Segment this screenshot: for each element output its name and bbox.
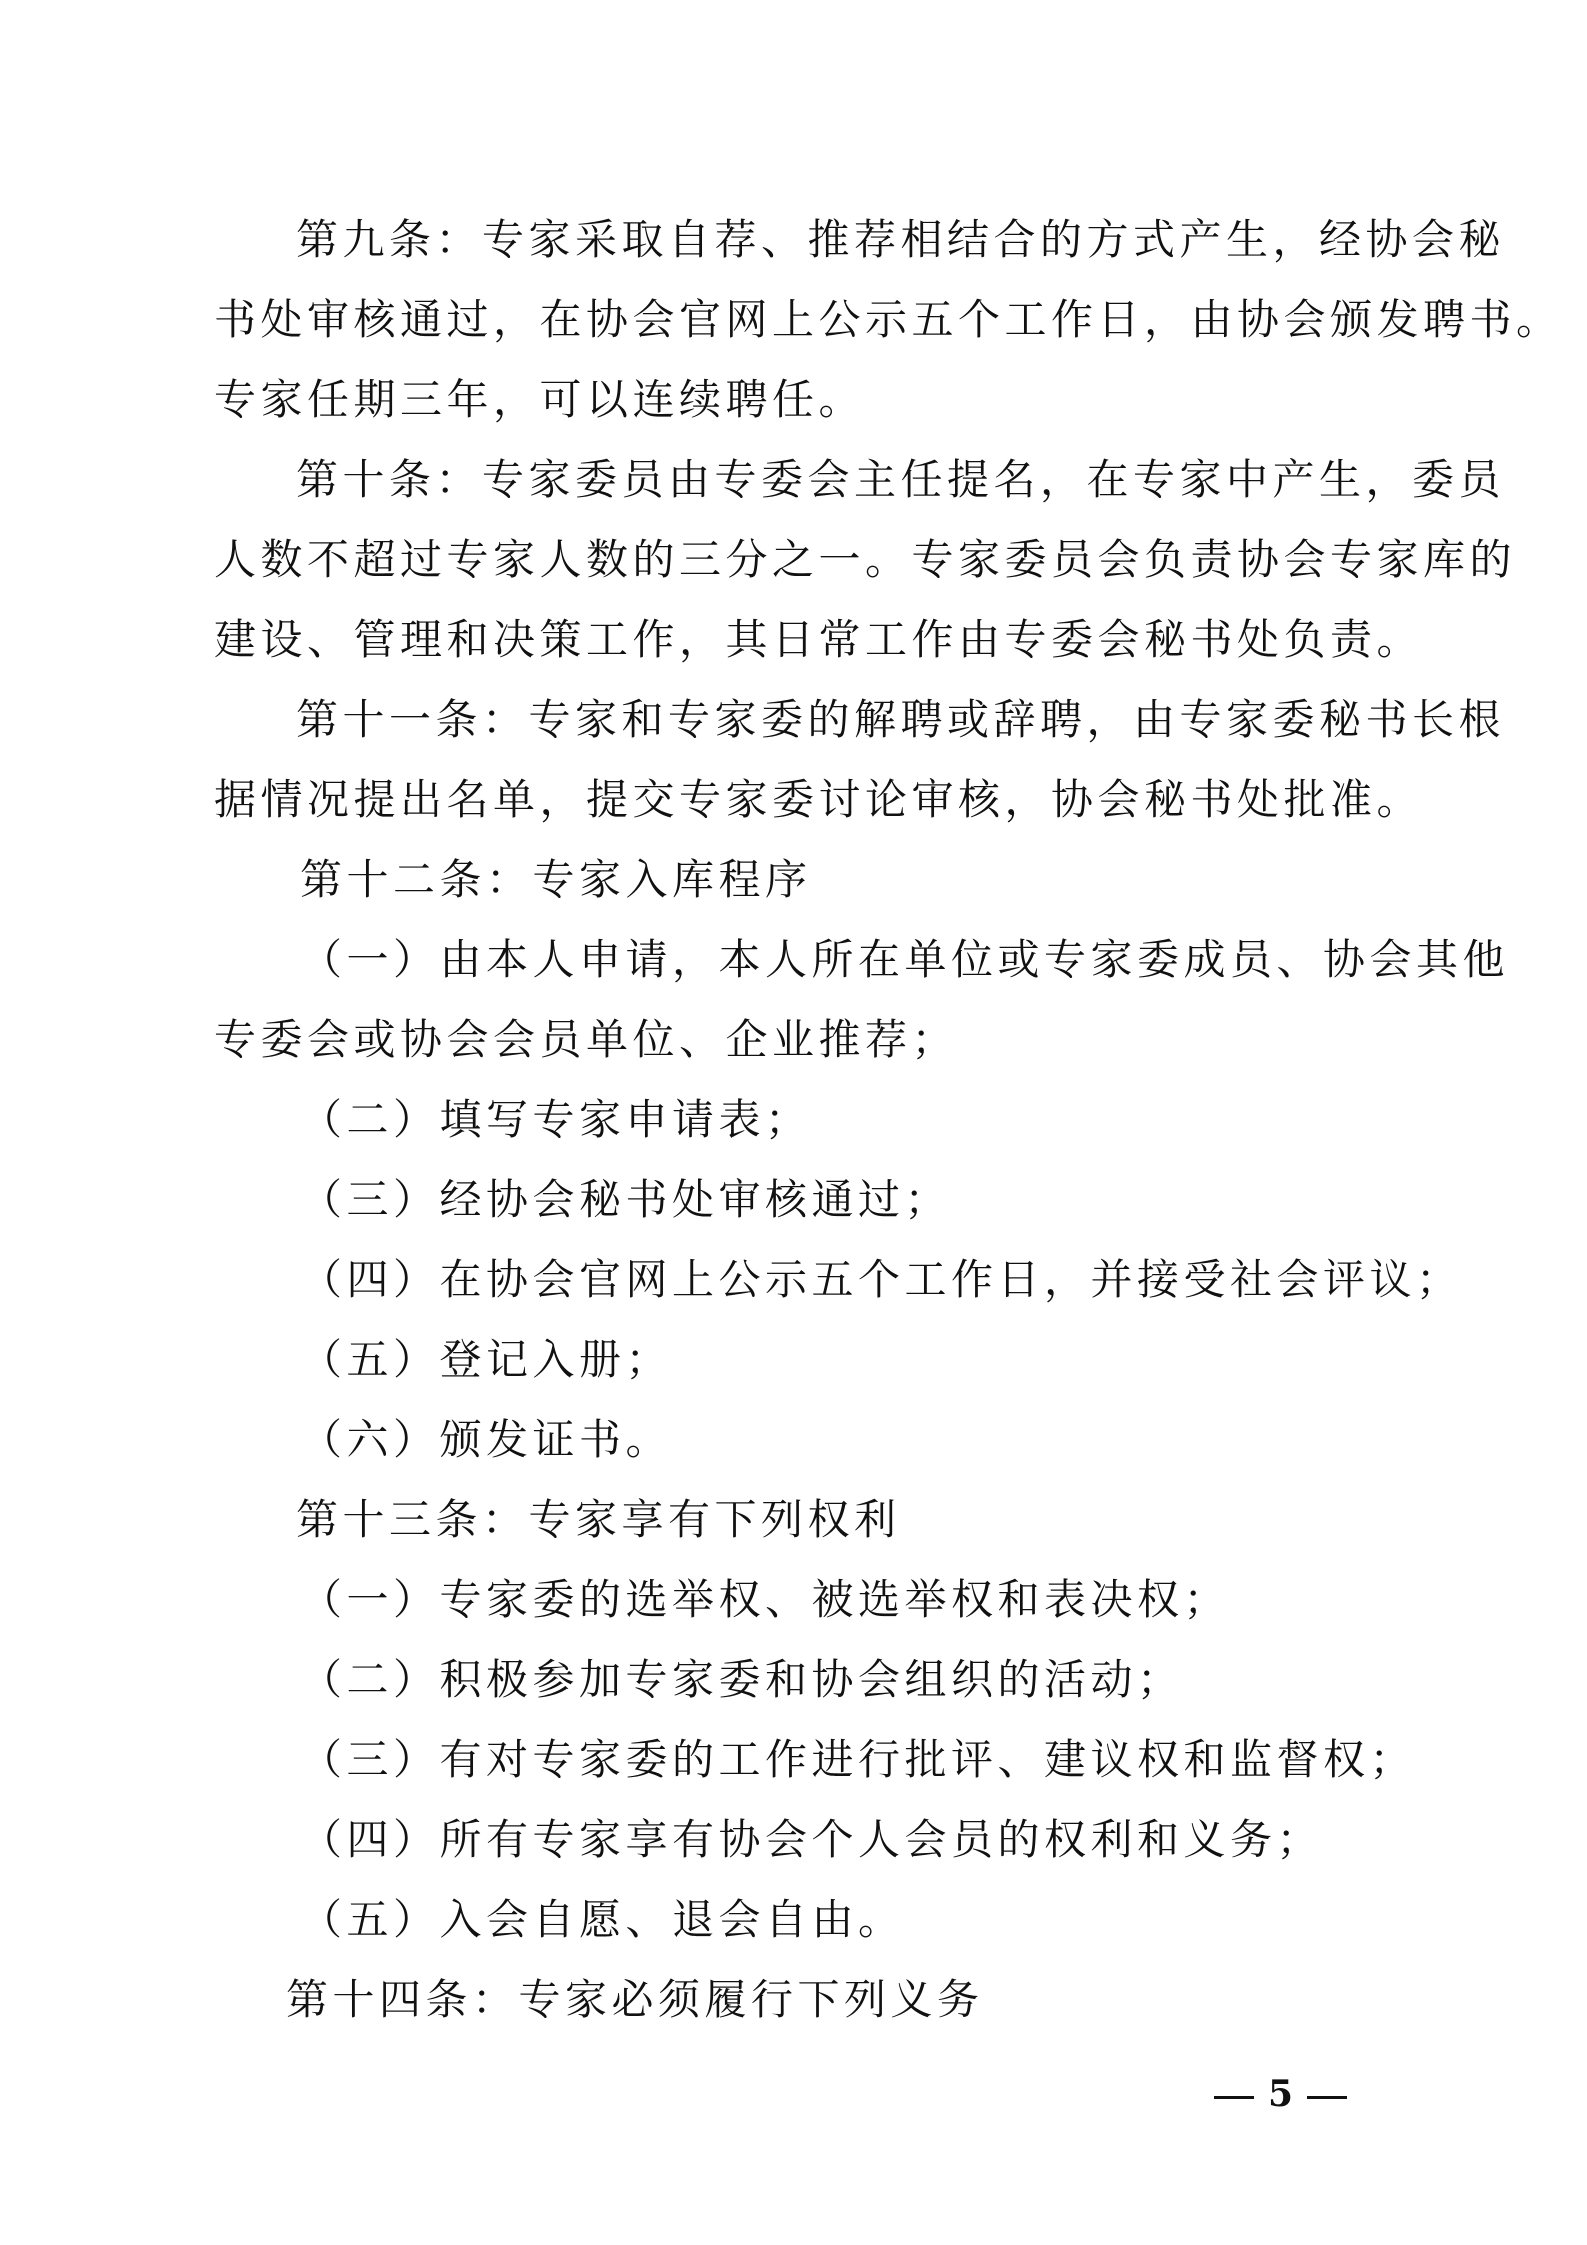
text-line: 建设、管理和决策工作，其日常工作由专委会秘书处负责。	[214, 615, 1424, 664]
page-footer	[1200, 2072, 1361, 2116]
list-item: （二）积极参加专家委和协会组织的活动；	[300, 1655, 1184, 1704]
list-item: （五）入会自愿、退会自由。	[300, 1895, 905, 1944]
list-item: （五）登记入册；	[300, 1335, 673, 1384]
text-line: 书处审核通过，在协会官网上公示五个工作日，由协会颁发聘书。	[214, 295, 1563, 344]
text-line: 专家任期三年，可以连续聘任。	[214, 375, 866, 424]
list-item: （四）所有专家享有协会个人会员的权利和义务；	[300, 1815, 1324, 1864]
text-line: 第九条：专家采取自荐、推荐相结合的方式产生，经协会秘	[296, 215, 1506, 264]
footer-dash-right	[1307, 2096, 1347, 2099]
text-line: 人数不超过专家人数的三分之一。专家委员会负责协会专家库的	[214, 535, 1517, 584]
footer-dash-left	[1214, 2096, 1254, 2099]
list-item: （一）由本人申请，本人所在单位或专家委成员、协会其他	[300, 935, 1510, 984]
list-item: （三）有对专家委的工作进行批评、建议权和监督权；	[300, 1735, 1417, 1784]
list-item: （三）经协会秘书处审核通过；	[300, 1175, 952, 1224]
list-item: （六）颁发证书。	[300, 1415, 673, 1464]
text-line: 第十一条：专家和专家委的解聘或辞聘，由专家委秘书长根	[296, 695, 1506, 744]
section-heading: 第十三条：专家享有下列权利	[296, 1495, 901, 1544]
section-heading: 第十二条：专家入库程序	[300, 855, 812, 904]
list-item: （四）在协会官网上公示五个工作日，并接受社会评议；	[300, 1255, 1463, 1304]
list-item: （一）专家委的选举权、被选举权和表决权；	[300, 1575, 1231, 1624]
text-line: 第十条：专家委员由专委会主任提名，在专家中产生，委员	[296, 455, 1506, 504]
text-line: 据情况提出名单，提交专家委讨论审核，协会秘书处批准。	[214, 775, 1424, 824]
list-item-continuation: 专委会或协会会员单位、企业推荐；	[214, 1015, 959, 1064]
page-number: 5	[1268, 2073, 1294, 2115]
list-item: （二）填写专家申请表；	[300, 1095, 812, 1144]
section-heading: 第十四条：专家必须履行下列义务	[286, 1975, 984, 2024]
